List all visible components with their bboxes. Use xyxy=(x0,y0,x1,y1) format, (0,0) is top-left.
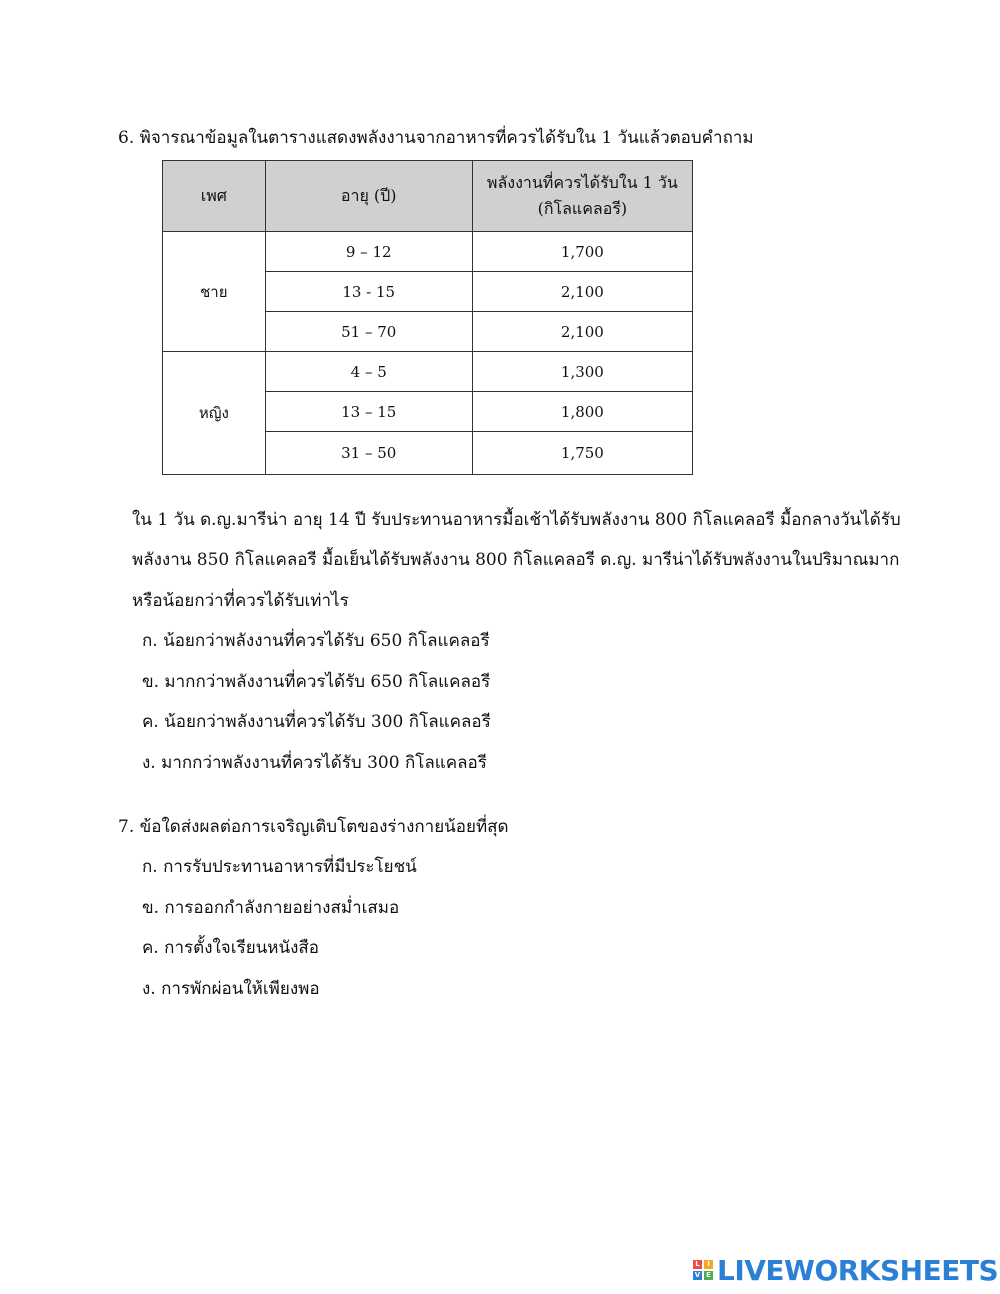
question-6-option-b[interactable]: ข. มากกว่าพลังงานที่ควรได้รับ 650 กิโลแคลอรี xyxy=(142,672,491,692)
question-7-option-c[interactable]: ค. การตั้งใจเรียนหนังสือ xyxy=(142,938,319,958)
question-7-title: 7. ข้อใดส่งผลต่อการเจริญเติบโตของร่างกายน้อยที่สุด xyxy=(118,817,509,837)
question-6-option-c[interactable]: ค. น้อยกว่าพลังงานที่ควรได้รับ 300 กิโลแคลอรี xyxy=(142,712,491,732)
question-7-option-b[interactable]: ข. การออกกำลังกายอย่างสม่ำเสมอ xyxy=(142,898,400,918)
cell-energy: 1,300 xyxy=(472,352,692,392)
header-age: อายุ (ปี) xyxy=(265,161,472,232)
question-6-paragraph-line: พลังงาน 850 กิโลแคลอรี มื้อเย็นได้รับพลังงาน 800 กิโลแคลอรี ด.ญ. มารีน่าได้รับพลังงานในปริมาณมาก xyxy=(132,550,900,570)
cell-energy: 1,700 xyxy=(472,232,692,272)
liveworksheets-logo xyxy=(693,1255,998,1285)
question-6-paragraph-line: หรือน้อยกว่าที่ควรได้รับเท่าไร xyxy=(132,591,349,611)
cell-energy: 2,100 xyxy=(472,312,692,352)
cell-age: 13 – 15 xyxy=(265,392,472,432)
cell-energy: 1,800 xyxy=(472,392,692,432)
cell-age: 4 – 5 xyxy=(265,352,472,392)
logo-text: LIVEWORKSHEETS xyxy=(717,1253,999,1287)
cell-energy: 1,750 xyxy=(472,432,692,475)
header-energy-line2: (กิโลแคลอรี) xyxy=(537,199,628,218)
logo-grid-cell: V xyxy=(694,1271,701,1279)
cell-energy: 2,100 xyxy=(472,272,692,312)
cell-age: 51 – 70 xyxy=(265,312,472,352)
question-6-option-d[interactable]: ง. มากกว่าพลังงานที่ควรได้รับ 300 กิโลแคลอรี xyxy=(142,753,487,773)
cell-age: 13 - 15 xyxy=(265,272,472,312)
logo-grid-cell: L xyxy=(693,1260,702,1269)
question-6-paragraph-line: ใน 1 วัน ด.ญ.มารีน่า อายุ 14 ปี รับประทานอาหารมื้อเช้าได้รับพลังงาน 800 กิโลแคลอรี มื้อกลางวันได้รับ xyxy=(132,510,901,530)
question-6-title: 6. พิจารณาข้อมูลในตารางแสดงพลังงานจากอาหารที่ควรได้รับใน 1 วันแล้วตอบคำถาม xyxy=(118,128,754,148)
logo-grid-icon xyxy=(693,1260,713,1280)
logo-grid-cell: I xyxy=(704,1260,713,1269)
logo-grid-cell: E xyxy=(704,1271,713,1280)
header-energy-line1: พลังงานที่ควรได้รับใน 1 วัน xyxy=(486,173,678,193)
table-header-row xyxy=(163,161,693,232)
cell-age: 9 – 12 xyxy=(265,232,472,272)
header-energy xyxy=(472,161,692,232)
table-row xyxy=(163,232,693,272)
table-row xyxy=(163,352,693,392)
question-6-option-a[interactable]: ก. น้อยกว่าพลังงานที่ควรได้รับ 650 กิโลแคลอรี xyxy=(142,631,490,651)
cell-sex-male: ชาย xyxy=(163,232,266,352)
energy-table xyxy=(162,160,693,475)
cell-age: 31 – 50 xyxy=(265,432,472,475)
question-7-option-d[interactable]: ง. การพักผ่อนให้เพียงพอ xyxy=(142,979,320,999)
cell-sex-female: หญิง xyxy=(163,352,266,475)
question-7-option-a[interactable]: ก. การรับประทานอาหารที่มีประโยชน์ xyxy=(142,857,417,877)
header-sex: เพศ xyxy=(163,161,266,232)
